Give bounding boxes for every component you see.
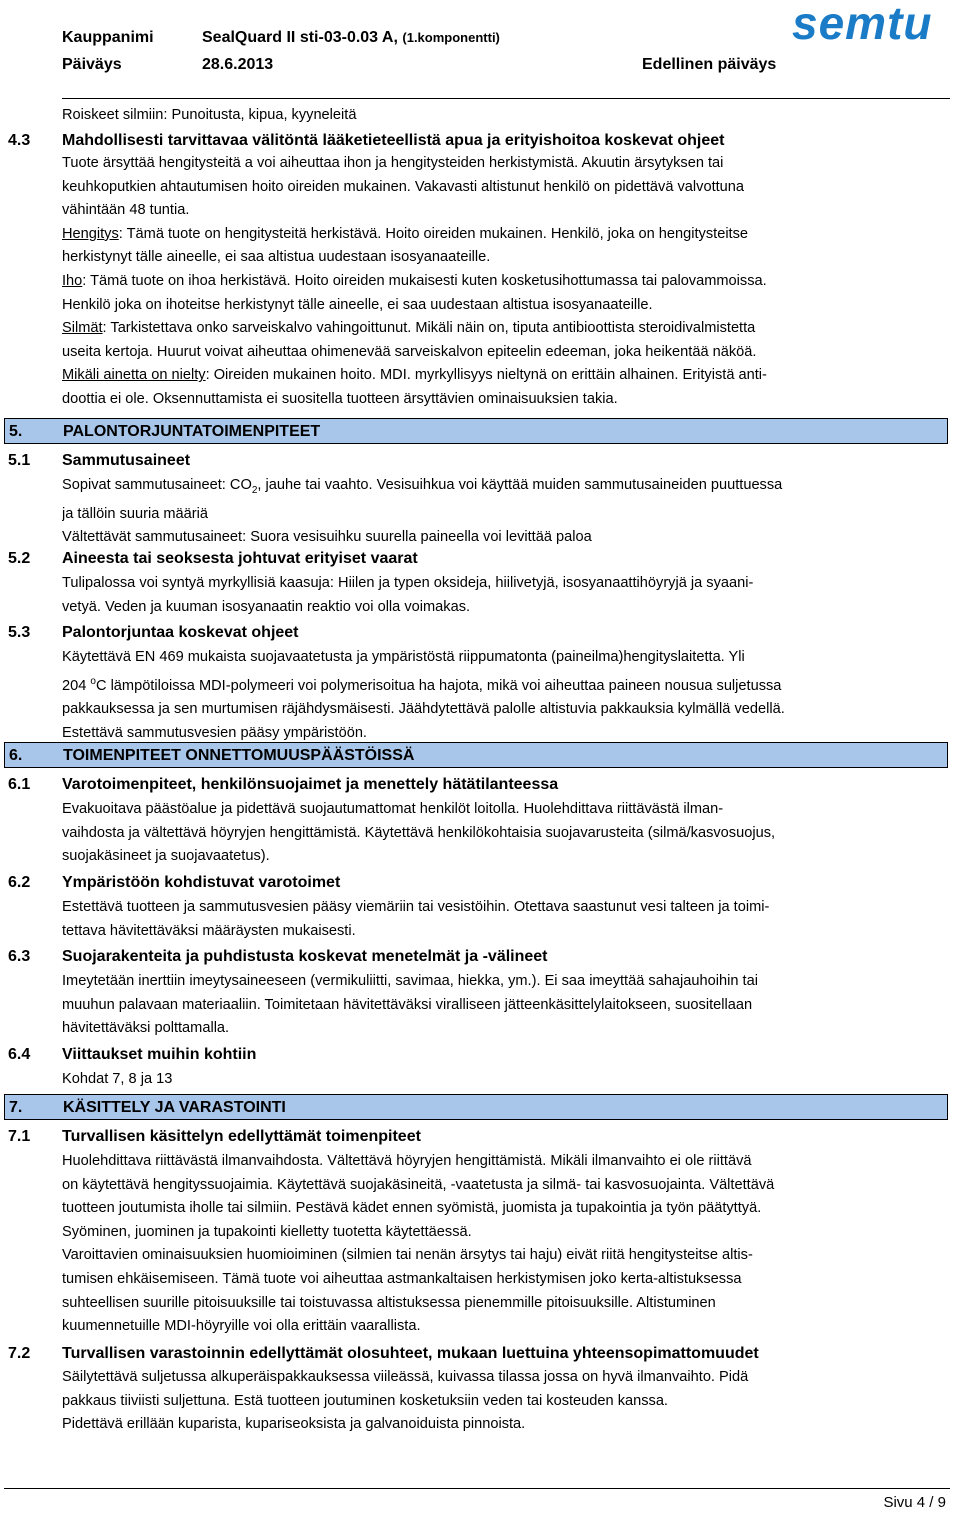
text-line: Säilytettävä suljetussa alkuperäispakkauksessa viileässä, kuivassa tilassa jossa on hyvä ilmanvaihto. Pidä — [62, 1369, 749, 1385]
semtu-logo: semtu — [792, 0, 933, 49]
text-line: Estettävä tuotteen ja sammutusvesien pääsy viemäriin tai vesistöihin. Otettava saastunut vesi talteen ja toimi- — [62, 899, 770, 915]
section-title: Sammutusaineet — [62, 452, 191, 469]
section-number: 5.1 — [8, 452, 31, 469]
section-7-heading — [4, 1094, 948, 1120]
subheading-skin: Iho — [62, 272, 83, 289]
section-title: Turvallisen käsittelyn edellyttämät toimenpiteet — [62, 1128, 421, 1145]
section-6-heading — [4, 742, 948, 768]
subheading-eyes: Silmät — [62, 320, 103, 337]
section-number: 5. — [9, 423, 23, 440]
text-line: hävitettäväksi polttamalla. — [62, 1020, 230, 1037]
section-5-2-body — [62, 572, 950, 619]
text-line: Pidettävä erillään kuparista, kupariseoksista ja galvanoiduista pinnoista. — [62, 1416, 526, 1433]
text-line: Evakuoitava päästöalue ja pidettävä suojautumattomat henkilöt loitolla. Huolehdittava riittävästä ilman- — [62, 801, 724, 817]
section-7-1-body — [62, 1150, 950, 1339]
section-title: Viittaukset muihin kohtiin — [62, 1046, 257, 1063]
section-6-2-heading — [0, 870, 948, 896]
section-title: TOIMENPITEET ONNETTOMUUSPÄÄSTÖISSÄ — [63, 747, 415, 764]
section-6-1-heading — [0, 772, 948, 798]
text-line: Mikäli ainetta on nielty: Oireiden mukainen hoito. MDI. myrkyllisyys nieltynä on erittäin alhainen. Erityistä anti- — [62, 367, 767, 384]
degree-superscript: o — [90, 675, 96, 687]
section-title: Turvallisen varastoinnin edellyttämät olosuhteet, mukaan luettuina yhteensopimattomuudet — [62, 1345, 759, 1362]
text-line: Tuote ärsyttää hengitysteitä a voi aiheuttaa ihon ja hengitysteiden herkistymistä. Akuutin ärsytyksen tai — [62, 155, 724, 171]
text-line: Tulipalossa voi syntyä myrkyllisiä kaasuja: Hiilen ja typen oksideja, hiilivetyjä, isosyanaattihöyryjä ja syaani- — [62, 575, 754, 591]
section-title: Aineesta tai seoksesta johtuvat erityiset vaarat — [62, 550, 418, 567]
text-line: doottia ei ole. Oksennuttamista ei suositella tuotteen ärsyttävien ominaisuuksien takia. — [62, 390, 618, 407]
text-line: ja tällöin suuria määriä — [62, 505, 209, 522]
text-line: pakkauksessa ja sen murtumisen räjähdysmäisesti. Jäähdytettävä palolle altistuvia pakkauksia kylmällä vedellä. — [62, 701, 785, 718]
section-6-4-body — [62, 1068, 950, 1092]
section-number: 5.3 — [8, 624, 31, 641]
section-7-2-body — [62, 1366, 950, 1437]
section-5-3-heading — [0, 620, 948, 646]
header-divider — [62, 98, 950, 99]
text-line: suhteellisen suurille pitoisuuksille tai toistuvassa altistuksessa pienemmille pitoisuuksille. Altistuminen — [62, 1294, 716, 1311]
section-6-3-heading — [0, 944, 948, 970]
subheading-breathing: Hengitys — [62, 225, 119, 242]
date-value: 28.6.2013 — [202, 56, 274, 73]
section-6-2-body — [62, 896, 950, 943]
section-number: 5.2 — [8, 550, 31, 567]
section-4-3-heading — [0, 128, 948, 154]
text-line: vähintään 48 tuntia. — [62, 202, 190, 219]
section-number: 4.3 — [8, 132, 31, 149]
text-line: Huolehdittava riittävästä ilmanvaihdosta. Vältettävä höyryjen hengittämistä. Mikäli ilmanvaihto ei ole riittävä — [62, 1153, 752, 1169]
trade-name-label: Kauppanimi — [62, 29, 154, 46]
trade-name-value: SealQuard II sti-03-0.03 A, (1.komponentti) — [202, 29, 500, 46]
text-line: Käytettävä EN 469 mukaista suojavaatetusta ja ympäristöstä riippumatonta (paineilma)hengityslaitetta. Yli — [62, 649, 745, 665]
text-line: 204 $^o$C lämpötiloissa MDI-polymeeri voi polymerisoitua ha hajota, mikä voi aiheuttaa paineen nousua suljetussa — [62, 675, 782, 694]
section-5-heading — [4, 418, 948, 444]
section-4-3-body — [62, 152, 950, 412]
section-number: 7.2 — [8, 1345, 31, 1362]
section-5-2-heading — [0, 546, 948, 572]
section-number: 7.1 — [8, 1128, 31, 1145]
footer-divider — [4, 1488, 950, 1489]
section-title: Mahdollisesti tarvittavaa välitöntä lääketieteellistä apua ja erityishoitoa koskevat ohjeet — [62, 132, 725, 149]
text-line: Varoittavien ominaisuuksien huomioiminen (silmien tai nenän ärsytys tai haju) eivät riitä hengitysteitse altis- — [62, 1247, 753, 1264]
text-line: Kohdat 7, 8 ja 13 — [62, 1071, 173, 1087]
text-line: tumisen ehkäisemiseen. Tämä tuote voi aiheuttaa astmankaltaisen herkistymisen joko kerta-altistuksessa — [62, 1270, 742, 1287]
section-6-3-body — [62, 970, 950, 1041]
intro-line: Roiskeet silmiin: Punoitusta, kipua, kyyneleitä — [62, 107, 357, 123]
section-number: 6.2 — [8, 874, 31, 891]
text-line: on käytettävä hengityssuojaimia. Käytettävä suojakäsineitä, -vaatetusta ja silmä- tai kasvosuojainta. Vältettävä — [62, 1176, 775, 1193]
text-line: tettava hävitettäväksi määräysten mukaisesti. — [62, 922, 356, 939]
section-title: Suojarakenteita ja puhdistusta koskevat menetelmät ja -välineet — [62, 948, 548, 965]
section-number: 6.3 — [8, 948, 31, 965]
text-line: Estettävä sammutusvesien pääsy ympäristöön. — [62, 724, 367, 741]
text-line: tuotteen joutumista iholle tai silmiin. Pestävä kädet ennen syömistä, juomista ja tupakointia ja työn päätyttyä. — [62, 1200, 762, 1217]
section-title: PALONTORJUNTATOIMENPITEET — [63, 423, 321, 440]
intro-text — [62, 104, 950, 128]
subscript: 2 — [251, 484, 258, 496]
text-line: Silmät: Tarkistettava onko sarveiskalvo vahingoittunut. Mikäli näin on, tiputa antibioottista steroidivalmistetta — [62, 320, 756, 337]
text-line: pakkaus tiiviisti suljettuna. Estä tuotteen joutuminen kosketuksiin veden tai kosteuden kanssa. — [62, 1392, 668, 1409]
text-line: Sopivat sammutusaineet: $CO_2$, jauhe tai vaahto. Vesisuihkua voi käyttää muiden sammutusaineiden puuttuessa — [62, 477, 783, 496]
section-title: Palontorjuntaa koskevat ohjeet — [62, 624, 299, 641]
section-7-2-heading — [0, 1341, 948, 1367]
text-line: vetyä. Veden ja kuuman isosyanaatin reaktio voi olla voimakas. — [62, 598, 471, 615]
section-title: KÄSITTELY JA VARASTOINTI — [63, 1099, 286, 1116]
text-line: vaihdosta ja vältettävä höyryjen hengittämistä. Käytettävä henkilökohtaisia suojavarusteita (silmä/kasvosuojus, — [62, 824, 776, 841]
text-line: Hengitys: Tämä tuote on hengitysteitä herkistävä. Hoito oireiden mukainen. Henkilö, joka on hengitysteitse — [62, 225, 749, 242]
previous-date-label: Edellinen päiväys — [642, 56, 777, 73]
document-header — [0, 0, 960, 102]
page-number: Sivu 4 / 9 — [883, 1494, 946, 1511]
text-line: keuhkoputkien ahtautumisen hoito oireiden mukainen. Vakavasti altistunut henkilö on pidettävä valvottuna — [62, 178, 745, 195]
trade-name-component: (1.komponentti) — [402, 30, 500, 45]
section-number: 7. — [9, 1099, 23, 1116]
text-line: Iho: Tämä tuote on ihoa herkistävä. Hoito oireiden mukaisesti kuten kosketusihottumassa tai palovammoissa. — [62, 272, 767, 289]
text-line: suojakäsineet ja suojavaatetus). — [62, 848, 270, 865]
section-5-1-heading — [0, 448, 948, 474]
section-7-1-heading — [0, 1124, 948, 1150]
text-line: muuhun palavaan materiaaliin. Toimitetaan hävitettäväksi viralliseen jätteenkäsittelylaitokseen, suositellaan — [62, 996, 753, 1013]
section-5-3-body — [62, 646, 950, 745]
section-5-1-body — [62, 474, 950, 550]
text-line: Imeytetään inerttiin imeytysaineeseen (vermikuliitti, savimaa, hiekka, ym.). Ei saa imeyttää sahajauhoihin tai — [62, 973, 758, 989]
text-line: kuumennetuille MDI-höyryille voi olla erittäin vaarallista. — [62, 1318, 421, 1335]
section-6-4-heading — [0, 1042, 948, 1068]
text-line: useita kertoja. Huurut voivat aiheuttaa ohimenevää sarveiskalvon epiteelin edeeman, joka heikentää näköä. — [62, 343, 757, 360]
text-line: Henkilö joka on ihoteitse herkistynyt tälle aineelle, ei saa uudestaan altistua isosyanaateille. — [62, 296, 653, 313]
subheading-ingestion: Mikäli ainetta on nielty — [62, 367, 206, 384]
section-number: 6.4 — [8, 1046, 31, 1063]
text-line: Vältettävät sammutusaineet: Suora vesisuihku suurella paineella voi levittää paloa — [62, 529, 592, 546]
text-line: Syöminen, juominen ja tupakointi kielletty tuotetta käytettäessä. — [62, 1223, 472, 1240]
section-title: Varotoimenpiteet, henkilönsuojaimet ja menettely hätätilanteessa — [62, 776, 559, 793]
date-label: Päiväys — [62, 56, 122, 73]
section-6-1-body — [62, 798, 950, 869]
section-number: 6.1 — [8, 776, 31, 793]
section-title: Ympäristöön kohdistuvat varotoimet — [62, 874, 341, 891]
section-number: 6. — [9, 747, 23, 764]
text-line: herkistynyt tälle aineelle, ei saa altistua uudestaan isosyanaateille. — [62, 249, 491, 266]
